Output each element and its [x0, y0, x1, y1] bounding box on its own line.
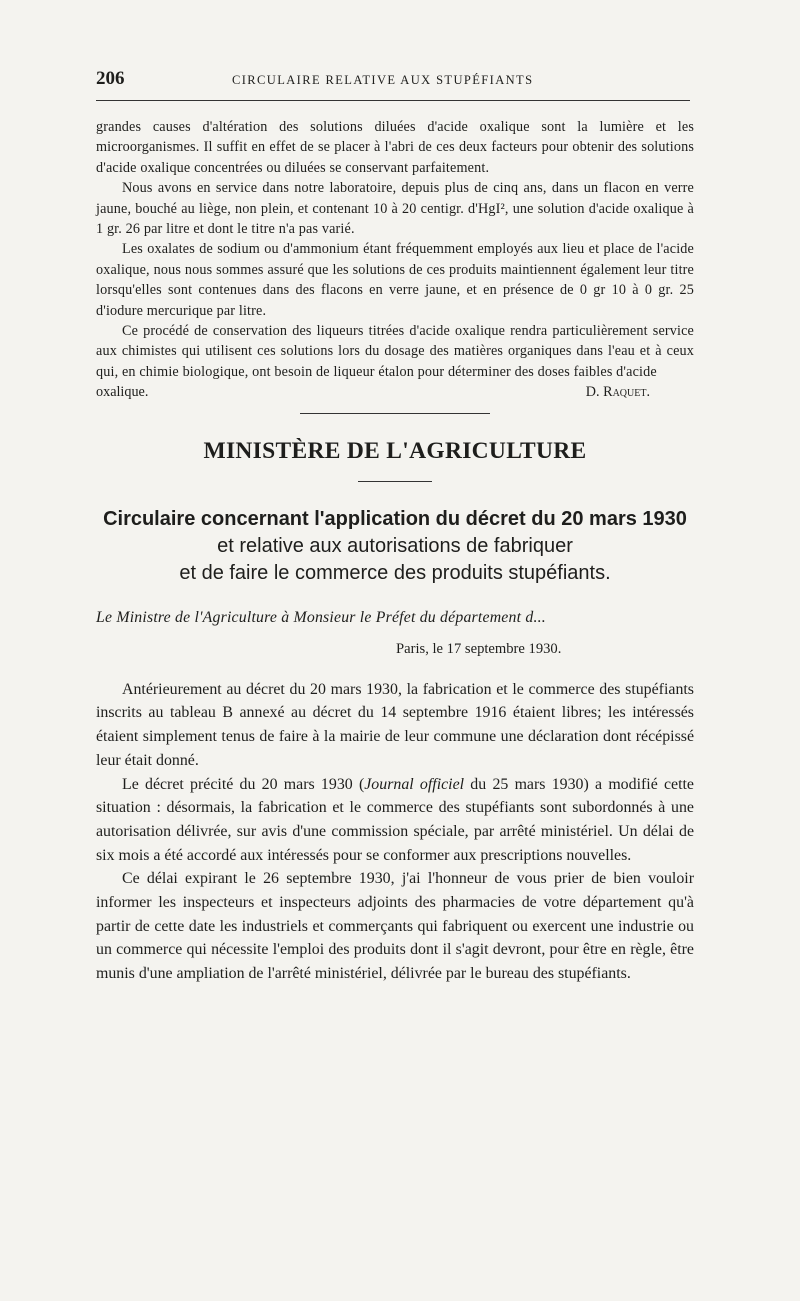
paragraph: grandes causes d'altération des solutions diluées d'acide oxalique sont la lumière et les microorganismes. Il suffit en effet de se placer à l'abri de ces deux facteurs pour obtenir des solutions d'acide oxalique concentrées ou diluées se conservant parfaitement.	[96, 119, 694, 176]
circular-title-line: et de faire le commerce des produits stupéfiants.	[179, 561, 611, 584]
previous-article	[96, 117, 694, 403]
paragraph: Antérieurement au décret du 20 mars 1930, la fabrication et le commerce des stupéfiants inscrits au tableau B annexé au décret du 14 septembre 1916 étaient libres; les intéressés étaient simplement tenus de faire à la mairie de leur commune une déclaration dont récépissé leur était donné.	[96, 680, 694, 769]
closing-line	[96, 382, 694, 402]
paragraph	[96, 773, 694, 868]
document-page	[96, 64, 694, 986]
closing-word: oxalique.	[96, 384, 149, 401]
addressee-line: Le Ministre de l'Agriculture à Monsieur le Préfet du département d...	[96, 608, 546, 626]
circular-body	[96, 678, 694, 986]
ministry-heading: MINISTÈRE DE L'AGRICULTURE	[203, 437, 587, 464]
running-title: CIRCULAIRE RELATIVE AUX STUPÉFIANTS	[232, 73, 534, 87]
circular-title	[96, 506, 694, 587]
paragraph: Les oxalates de sodium ou d'ammonium étant fréquemment employés aux lieu et place de l'acide oxalique, nous nous sommes assuré que les solutions de ces produits maintiennent également leur titre lorsqu'elles sont contenues dans des flacons en verre jaune, et en présence de 0 gr 10 à 0 gr. 25 d'iodure mercurique par litre.	[96, 241, 694, 319]
journal-reference: Journal officiel	[364, 775, 465, 793]
heading-rule	[358, 481, 432, 482]
text-run: du 25 mars 1930) a modifié cette situation : désormais, la fabrication et le commerce des stupéfiants sont subordonnés à une autorisation délivrée, sur avis d'une commission spéciale, par arrêté ministériel. Un délai de six mois a été accordé aux intéressés pour se conformer aux prescriptions nouvelles.	[96, 775, 694, 864]
running-header	[96, 64, 694, 94]
text-run: Le décret précité du 20 mars 1930 (	[122, 775, 365, 793]
page-number: 206	[96, 68, 125, 89]
circular-title-line: et relative aux autorisations de fabriquer	[217, 534, 573, 557]
paragraph: Nous avons en service dans notre laboratoire, depuis plus de cinq ans, dans un flacon en verre jaune, bouché au liège, non plein, et contenant 10 à 20 centigr. d'HgI², une solution d'acide oxalique à 1 gr. 26 par litre et dont le titre n'a pas varié.	[96, 180, 694, 238]
dateline: Paris, le 17 septembre 1930.	[396, 640, 562, 657]
paragraph: Ce délai expirant le 26 septembre 1930, j'ai l'honneur de vous prier de bien vouloir informer les inspecteurs et inspecteurs adjoints des pharmacies de votre département qu'à partir de cette date les industriels et commerçants qui fabriquent ou exercent une industrie ou un commerce qui nécessite l'emploi des produits dont il s'agit devront, pour être en règle, être munis d'une ampliation de l'arrêté ministériel, délivrée par le bureau des stupéfiants.	[96, 870, 694, 983]
paragraph: Ce procédé de conservation des liqueurs titrées d'acide oxalique rendra particulièrement service aux chimistes qui utilisent ces solutions lors du dosage des matières organiques dans l'eau et à ceux qui, en chimie biologique, ont besoin de liqueur étalon pour déterminer des doses faibles d'acide	[96, 323, 694, 380]
circular-title-line: Circulaire concernant l'application du décret du 20 mars 1930	[103, 507, 687, 530]
author-signature: D. Raquet.	[585, 384, 650, 401]
section-divider	[300, 413, 490, 414]
header-rule	[96, 100, 690, 101]
